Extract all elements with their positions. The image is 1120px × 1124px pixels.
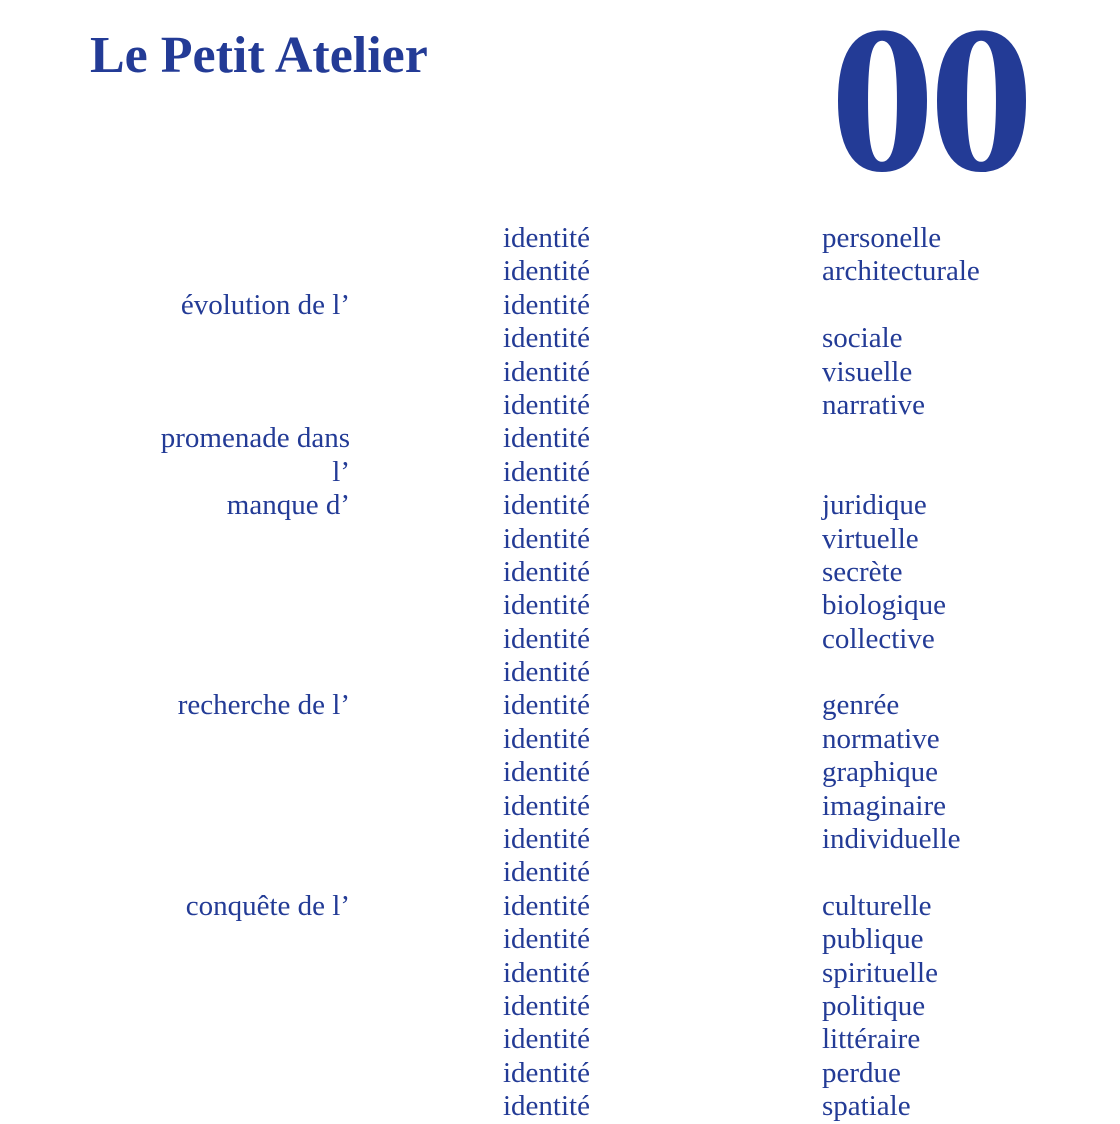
row-prefix: conquête de l’ <box>185 889 350 922</box>
row-core-word: identité <box>503 923 590 956</box>
row-prefix: recherche de l’ <box>177 689 350 722</box>
word-row <box>0 322 1120 355</box>
word-row <box>0 890 1120 923</box>
row-suffix: graphique <box>822 756 938 789</box>
row-core-word: identité <box>503 989 590 1022</box>
page-title: Le Petit Atelier <box>90 27 428 84</box>
word-row <box>0 556 1120 589</box>
word-row <box>0 957 1120 990</box>
row-core-word: identité <box>503 255 590 288</box>
row-suffix: personelle <box>822 222 942 254</box>
row-suffix: politique <box>822 989 926 1022</box>
row-suffix: juridique <box>822 489 927 522</box>
row-prefix: l’ <box>332 455 350 488</box>
word-row <box>0 1090 1120 1123</box>
word-row <box>0 255 1120 288</box>
word-row <box>0 456 1120 489</box>
word-row <box>0 790 1120 823</box>
word-row <box>0 523 1120 556</box>
row-suffix: visuelle <box>822 355 913 388</box>
word-row <box>0 356 1120 389</box>
word-row <box>0 623 1120 656</box>
word-row <box>0 689 1120 722</box>
row-core-word: identité <box>503 756 590 789</box>
row-core-word: identité <box>503 555 590 588</box>
row-core-word: identité <box>503 322 590 355</box>
row-suffix: littéraire <box>822 1023 921 1056</box>
row-core-word: identité <box>503 422 590 455</box>
word-row <box>0 656 1120 689</box>
word-row <box>0 856 1120 889</box>
row-core-word: identité <box>503 288 590 321</box>
word-row <box>0 589 1120 622</box>
row-suffix: collective <box>822 622 935 655</box>
word-row <box>0 823 1120 856</box>
word-row <box>0 723 1120 756</box>
row-core-word: identité <box>503 222 590 254</box>
row-suffix: genrée <box>822 689 900 722</box>
row-core-word: identité <box>503 355 590 388</box>
word-row <box>0 756 1120 789</box>
row-core-word: identité <box>503 1090 590 1123</box>
row-core-word: identité <box>503 823 590 856</box>
row-core-word: identité <box>503 656 590 689</box>
word-row <box>0 422 1120 455</box>
row-core-word: identité <box>503 589 590 622</box>
word-row <box>0 990 1120 1023</box>
row-suffix: narrative <box>822 388 926 421</box>
row-core-word: identité <box>503 789 590 822</box>
row-suffix: spirituelle <box>822 956 938 989</box>
row-suffix: architecturale <box>822 255 980 288</box>
word-row <box>0 289 1120 322</box>
row-core-word: identité <box>503 622 590 655</box>
row-suffix: imaginaire <box>822 789 947 822</box>
row-core-word: identité <box>503 522 590 555</box>
row-core-word: identité <box>503 722 590 755</box>
word-list <box>0 222 1120 1124</box>
row-core-word: identité <box>503 1056 590 1089</box>
row-core-word: identité <box>503 1023 590 1056</box>
word-row <box>0 923 1120 956</box>
row-suffix: sociale <box>822 322 903 355</box>
row-suffix: publique <box>822 923 924 956</box>
row-prefix: manque d’ <box>226 489 350 522</box>
row-prefix: évolution de l’ <box>180 288 350 321</box>
row-suffix: spatiale <box>822 1090 911 1123</box>
row-core-word: identité <box>503 388 590 421</box>
row-suffix: virtuelle <box>822 522 919 555</box>
row-suffix: secrète <box>822 555 903 588</box>
row-core-word: identité <box>503 856 590 889</box>
row-suffix: culturelle <box>822 889 932 922</box>
row-suffix: individuelle <box>822 823 961 856</box>
word-row <box>0 489 1120 522</box>
word-row <box>0 1057 1120 1090</box>
row-suffix: perdue <box>822 1056 901 1089</box>
row-prefix: promenade dans <box>160 422 350 455</box>
word-row <box>0 222 1120 255</box>
row-core-word: identité <box>503 956 590 989</box>
row-suffix: biologique <box>822 589 947 622</box>
word-row <box>0 1023 1120 1056</box>
row-core-word: identité <box>503 689 590 722</box>
row-core-word: identité <box>503 489 590 522</box>
row-core-word: identité <box>503 889 590 922</box>
row-suffix: normative <box>822 722 940 755</box>
row-core-word: identité <box>503 455 590 488</box>
issue-number: 00 <box>830 0 1028 216</box>
word-row <box>0 389 1120 422</box>
